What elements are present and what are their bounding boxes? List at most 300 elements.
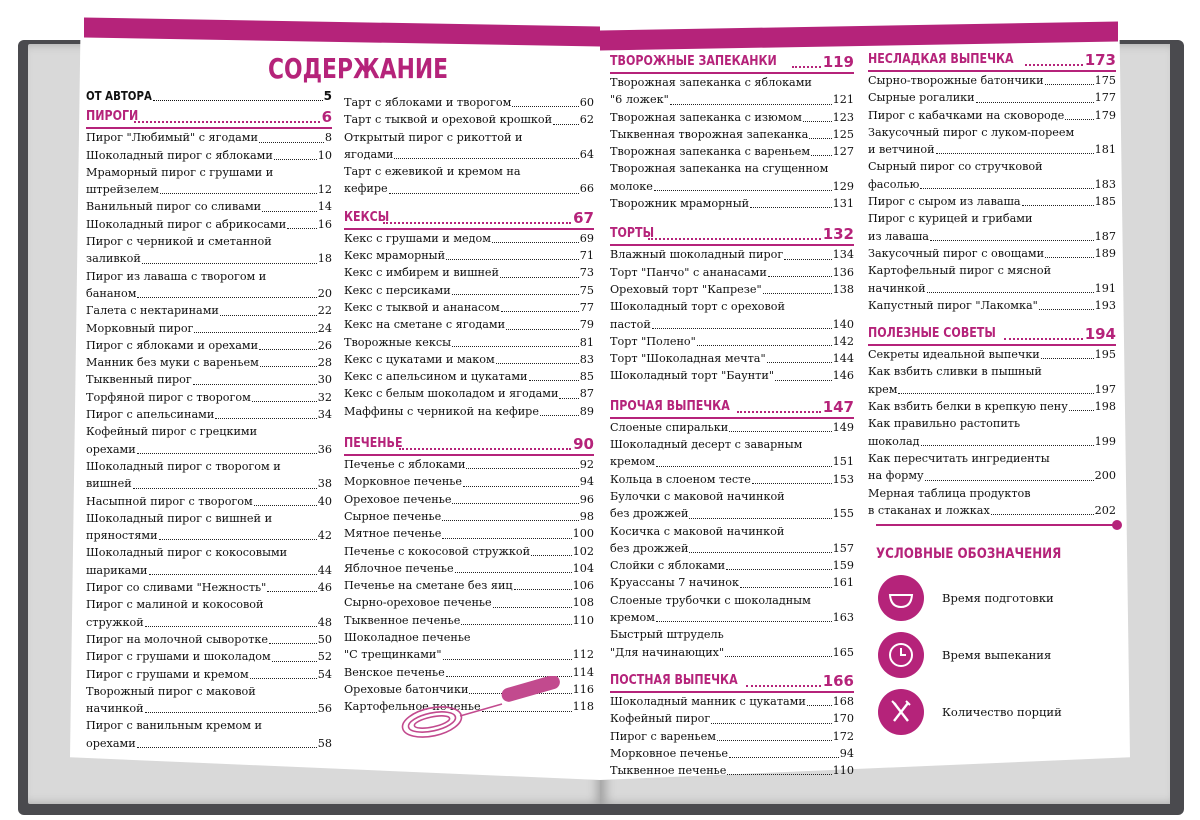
toc-entry-title: кремом bbox=[610, 611, 655, 625]
toc-entry[interactable] bbox=[86, 129, 332, 146]
toc-entry-page: 94 bbox=[839, 746, 854, 760]
dot-leader bbox=[768, 276, 832, 277]
toc-entry-title: Творожные кексы bbox=[344, 335, 451, 349]
toc-entry-page: 92 bbox=[579, 458, 594, 472]
dot-leader bbox=[389, 193, 579, 194]
toc-entry[interactable] bbox=[868, 297, 1116, 314]
toc-entry[interactable] bbox=[610, 488, 854, 523]
toc-entry-title: шариками bbox=[86, 563, 148, 577]
toc-entry-page: 73 bbox=[579, 266, 594, 280]
toc-entry-title: из лаваша bbox=[868, 229, 929, 243]
toc-entry[interactable] bbox=[610, 74, 854, 109]
toc-entry-page: 48 bbox=[317, 615, 332, 629]
toc-entry-title: Влажный шоколадный пирог bbox=[610, 248, 784, 262]
toc-entry-title: ягодами bbox=[344, 147, 394, 161]
dot-leader bbox=[269, 643, 317, 644]
toc-entry-title: Ореховый торт "Капрезе" bbox=[610, 282, 762, 296]
toc-entry-title: Шоколадный пирог с яблоками bbox=[86, 148, 273, 162]
toc-entry-title: Тыквенная творожная запеканка bbox=[610, 127, 809, 141]
toc-entry[interactable] bbox=[868, 89, 1116, 106]
section-pirogi[interactable]: ПИРОГИ 6 bbox=[86, 107, 332, 129]
author-label: ОТ АВТОРА bbox=[86, 89, 152, 103]
toc-entry-page: 77 bbox=[579, 300, 594, 314]
dot-leader bbox=[1039, 309, 1094, 310]
toc-entry[interactable] bbox=[868, 398, 1116, 415]
toc-entry-title: Закусочный пирог с овощами bbox=[868, 246, 1045, 260]
toc-entry-page: 75 bbox=[579, 283, 594, 297]
toc-entry[interactable] bbox=[86, 268, 332, 303]
dot-leader bbox=[506, 329, 579, 330]
toc-entry[interactable] bbox=[86, 579, 332, 596]
toc-entry-title: на форму bbox=[868, 469, 924, 483]
toc-entry[interactable] bbox=[344, 351, 594, 368]
toc-entry-title: "Для начинающих" bbox=[610, 645, 725, 659]
toc-entry[interactable] bbox=[344, 543, 594, 560]
toc-entry-title: орехами bbox=[86, 442, 136, 456]
toc-entry[interactable] bbox=[86, 337, 332, 354]
toc-entry[interactable] bbox=[610, 143, 854, 160]
toc-entry-title: Венское печенье bbox=[344, 665, 445, 679]
toc-entry-title: штрейзелем bbox=[86, 183, 159, 197]
dot-leader bbox=[775, 380, 832, 381]
toc-entry-title-line: Мерная таблица продуктов bbox=[868, 486, 1031, 500]
toc-entry[interactable] bbox=[610, 745, 854, 762]
toc-entry-page: 155 bbox=[832, 507, 854, 521]
toc-entry-title: Яблочное печенье bbox=[344, 561, 454, 575]
toc-entry-title-line: Творожный пирог с маковой bbox=[86, 684, 256, 698]
toc-entry-title: Галета с нектаринами bbox=[86, 304, 219, 318]
dot-leader bbox=[137, 453, 317, 454]
toc-entry-page: 89 bbox=[579, 404, 594, 418]
toc-entry-page: 149 bbox=[832, 420, 854, 434]
author-entry[interactable] bbox=[86, 88, 332, 105]
toc-entry[interactable] bbox=[86, 423, 332, 458]
toc-entry[interactable] bbox=[344, 129, 594, 164]
dot-leader bbox=[452, 294, 579, 295]
toc-entry-title: Печенье на сметане без яиц bbox=[344, 579, 513, 593]
toc-entry[interactable] bbox=[344, 111, 594, 128]
dot-leader bbox=[145, 626, 317, 627]
toc-entry-title: Кекс с имбирем и вишней bbox=[344, 266, 500, 280]
toc-entry-page: 54 bbox=[317, 667, 332, 681]
toc-entry[interactable] bbox=[610, 246, 854, 263]
toc-entry[interactable] bbox=[868, 415, 1116, 450]
toc-entry[interactable] bbox=[86, 631, 332, 648]
whisk-icon bbox=[392, 676, 572, 746]
toc-entry[interactable] bbox=[610, 436, 854, 471]
toc-entry[interactable] bbox=[610, 523, 854, 558]
toc-entry-page: 32 bbox=[317, 390, 332, 404]
toc-entry-title: Кофейный пирог bbox=[610, 712, 711, 726]
toc-entry[interactable] bbox=[610, 626, 854, 661]
toc-entry[interactable] bbox=[344, 282, 594, 299]
toc-entry[interactable] bbox=[86, 666, 332, 683]
legend-serv bbox=[878, 689, 1062, 735]
toc-entry-title: Шоколадный торт "Баунти" bbox=[610, 369, 774, 383]
toc-entry-title-line: Шоколадный торт с ореховой bbox=[610, 300, 785, 314]
toc-entry[interactable] bbox=[344, 594, 594, 611]
dot-leader bbox=[540, 415, 579, 416]
toc-entry[interactable] bbox=[86, 458, 332, 493]
section-torty[interactable]: ТОРТЫ 132 bbox=[610, 224, 854, 246]
toc-entry[interactable] bbox=[344, 577, 594, 594]
section-prochaya[interactable]: ПРОЧАЯ ВЫПЕЧКА 147 bbox=[610, 397, 854, 419]
dot-leader bbox=[740, 587, 832, 588]
toc-entry[interactable] bbox=[868, 363, 1116, 398]
toc-entry-page: 168 bbox=[832, 694, 854, 708]
dot-leader bbox=[752, 483, 832, 484]
toc-entry[interactable] bbox=[868, 245, 1116, 262]
toc-entry-page: 177 bbox=[1094, 91, 1116, 105]
toc-entry[interactable] bbox=[344, 316, 594, 333]
toc-entry-page: 94 bbox=[579, 475, 594, 489]
toc-column-2 bbox=[344, 94, 594, 716]
toc-entry-title: начинкой bbox=[868, 281, 926, 295]
toc-entry-page: 58 bbox=[317, 736, 332, 750]
toc-entry-title: Кекс с апельсином и цукатами bbox=[344, 370, 528, 384]
toc-entry-page: 30 bbox=[317, 373, 332, 387]
toc-entry[interactable] bbox=[610, 574, 854, 591]
toc-entry-page: 116 bbox=[572, 682, 594, 696]
toc-entry-title-line: Творожная запеканка с яблоками bbox=[610, 76, 812, 89]
toc-entry-page: 195 bbox=[1094, 348, 1116, 362]
toc-entry-page: 85 bbox=[579, 370, 594, 384]
toc-entry[interactable] bbox=[868, 346, 1116, 363]
dot-leader bbox=[394, 158, 578, 159]
toc-entry-page: 144 bbox=[832, 352, 854, 366]
toc-entry-page: 153 bbox=[832, 472, 854, 486]
dot-leader bbox=[1065, 119, 1093, 120]
toc-entry-title: крем bbox=[868, 382, 898, 396]
section-postnaya[interactable]: ПОСТНАЯ ВЫПЕЧКА 166 bbox=[610, 671, 854, 693]
dot-leader bbox=[1045, 84, 1094, 85]
dot-leader bbox=[501, 311, 579, 312]
toc-entry[interactable] bbox=[610, 419, 854, 436]
toc-entry[interactable] bbox=[344, 629, 594, 664]
toc-entry-title: начинкой bbox=[86, 702, 144, 716]
toc-entry-page: 121 bbox=[832, 93, 854, 107]
dot-leader bbox=[267, 591, 316, 592]
toc-entry-title-line: Как взбить сливки в пышный bbox=[868, 365, 1042, 379]
toc-entry-page: 151 bbox=[832, 455, 854, 469]
toc-entry[interactable] bbox=[344, 299, 594, 316]
toc-entry[interactable] bbox=[610, 762, 854, 779]
toc-entry-page: 189 bbox=[1094, 246, 1116, 260]
toc-entry[interactable] bbox=[86, 510, 332, 545]
toc-entry[interactable] bbox=[344, 403, 594, 420]
toc-entry[interactable] bbox=[344, 612, 594, 629]
toc-entry[interactable] bbox=[868, 450, 1116, 485]
toc-entry-title-line: Шоколадный пирог с кокосовыми bbox=[86, 546, 288, 560]
toc-entry[interactable] bbox=[86, 164, 332, 199]
toc-entry[interactable] bbox=[868, 72, 1116, 89]
toc-entry-page: 71 bbox=[579, 249, 594, 263]
dot-leader bbox=[717, 740, 832, 741]
toc-entry-title-line: Быстрый штрудель bbox=[610, 628, 724, 642]
toc-entry-title: Тыквенное печенье bbox=[344, 613, 461, 627]
dot-leader bbox=[656, 621, 832, 622]
toc-entry-title: Тыквенное печенье bbox=[610, 764, 727, 778]
toc-entry[interactable] bbox=[86, 371, 332, 388]
toc-entry[interactable] bbox=[344, 163, 594, 198]
legend-divider-dot bbox=[1112, 520, 1122, 530]
toc-entry[interactable] bbox=[868, 485, 1116, 520]
toc-entry-page: 96 bbox=[579, 492, 594, 506]
legend-bake-label: Время выпекания bbox=[942, 648, 1052, 662]
toc-entry-page: 14 bbox=[317, 200, 332, 214]
toc-entry-title-line: Шоколадный пирог с творогом и bbox=[86, 459, 281, 473]
dot-leader bbox=[137, 747, 317, 748]
dot-leader bbox=[514, 589, 572, 590]
toc-entry-title: Пирог "Любимый" с ягодами bbox=[86, 131, 258, 145]
page-title: СОДЕРЖАНИЕ bbox=[268, 52, 449, 85]
toc-entry[interactable] bbox=[86, 596, 332, 631]
dot-leader bbox=[652, 328, 832, 329]
section-pechene[interactable]: ПЕЧЕНЬЕ 90 bbox=[344, 434, 594, 456]
dot-leader bbox=[809, 138, 831, 139]
toc-entry[interactable] bbox=[344, 508, 594, 525]
toc-entry[interactable] bbox=[86, 320, 332, 337]
toc-entry[interactable] bbox=[868, 262, 1116, 297]
toc-entry[interactable] bbox=[610, 109, 854, 126]
toc-entry[interactable] bbox=[86, 406, 332, 423]
dot-leader bbox=[689, 518, 831, 519]
toc-entry-title: Сырное печенье bbox=[344, 509, 442, 523]
toc-entry-page: 200 bbox=[1094, 469, 1116, 483]
dot-leader bbox=[811, 155, 832, 156]
toc-entry-title: Шоколадный пирог с абрикосами bbox=[86, 217, 287, 231]
dot-leader bbox=[803, 121, 832, 122]
toc-entry-title-line: Шоколадное печенье bbox=[344, 631, 471, 645]
toc-entry-page: 110 bbox=[572, 613, 594, 627]
toc-entry[interactable] bbox=[86, 493, 332, 510]
dot-leader bbox=[726, 569, 831, 570]
toc-entry[interactable] bbox=[86, 544, 332, 579]
toc-entry[interactable] bbox=[344, 525, 594, 542]
toc-entry[interactable] bbox=[86, 198, 332, 215]
toc-entry[interactable] bbox=[86, 216, 332, 233]
toc-entry[interactable] bbox=[610, 350, 854, 367]
toc-entry[interactable] bbox=[86, 302, 332, 319]
toc-entry-title-line: Творожная запеканка на сгущенном bbox=[610, 162, 829, 176]
dot-leader bbox=[262, 211, 317, 212]
dot-leader bbox=[492, 242, 579, 243]
toc-entry[interactable] bbox=[610, 710, 854, 727]
toc-entry-page: 79 bbox=[579, 318, 594, 332]
toc-entry[interactable] bbox=[610, 160, 854, 195]
toc-entry-title: Мятное печенье bbox=[344, 527, 442, 541]
toc-entry-title: Картофельное печенье bbox=[344, 700, 481, 714]
toc-entry-title: Кекс с грушами и медом bbox=[344, 231, 491, 245]
toc-entry[interactable] bbox=[610, 264, 854, 281]
toc-entry-title-line: Слоеные трубочки с шоколадным bbox=[610, 593, 811, 607]
toc-entry-title: кремом bbox=[610, 455, 655, 469]
dot-leader bbox=[287, 228, 317, 229]
dot-leader bbox=[260, 366, 317, 367]
toc-entry[interactable] bbox=[610, 298, 854, 333]
toc-entry-page: 157 bbox=[832, 541, 854, 555]
dot-leader bbox=[725, 656, 832, 657]
toc-entry[interactable] bbox=[344, 334, 594, 351]
toc-entry-title-line: Пирог с курицей и грибами bbox=[868, 212, 1033, 226]
toc-entry-title: молоке bbox=[610, 179, 653, 193]
toc-entry-page: 198 bbox=[1094, 400, 1116, 414]
dot-leader bbox=[193, 384, 317, 385]
toc-entry-title: стружкой bbox=[86, 615, 144, 629]
legend-bake bbox=[878, 632, 1051, 678]
toc-entry-page: 20 bbox=[317, 286, 332, 300]
toc-entry-page: 175 bbox=[1094, 74, 1116, 87]
toc-entry-page: 83 bbox=[579, 352, 594, 366]
toc-entry[interactable] bbox=[86, 389, 332, 406]
dot-leader bbox=[159, 539, 317, 540]
toc-entry-title: Пирог с грушами и кремом bbox=[86, 667, 249, 681]
toc-entry-title: Кекс с тыквой и ананасом bbox=[344, 300, 500, 314]
toc-entry[interactable] bbox=[344, 264, 594, 281]
toc-entry[interactable] bbox=[868, 107, 1116, 124]
toc-entry-page: 142 bbox=[832, 334, 854, 348]
toc-entry-title: Пирог с апельсинами bbox=[86, 408, 215, 422]
dot-leader bbox=[137, 297, 316, 298]
toc-entry-title-line: Тарт с ежевикой и кремом на bbox=[344, 165, 521, 179]
section-keksy[interactable]: КЕКСЫ 67 bbox=[344, 208, 594, 230]
toc-entry-title-line: Сырный пирог со стручковой bbox=[868, 160, 1043, 174]
toc-entry-title: шоколад bbox=[868, 434, 920, 448]
toc-entry[interactable] bbox=[610, 471, 854, 488]
toc-entry-title: Круассаны 7 начинок bbox=[610, 576, 740, 590]
dot-leader bbox=[259, 142, 324, 143]
toc-entry-title-line: Пирог с малиной и кокосовой bbox=[86, 598, 264, 612]
toc-entry[interactable] bbox=[86, 233, 332, 268]
toc-entry[interactable] bbox=[344, 491, 594, 508]
section-tvorozhnye[interactable]: ТВОРОЖНЫЕ ЗАПЕКАНКИ 119 bbox=[610, 52, 854, 74]
toc-entry[interactable] bbox=[344, 473, 594, 490]
dot-leader bbox=[991, 514, 1094, 515]
toc-entry-page: 104 bbox=[572, 561, 594, 575]
section-nesladkaya[interactable]: НЕСЛАДКАЯ ВЫПЕЧКА 173 bbox=[868, 50, 1116, 72]
toc-entry[interactable] bbox=[610, 281, 854, 298]
toc-entry-title: Пирог с вареньем bbox=[610, 729, 716, 743]
toc-entry[interactable] bbox=[610, 557, 854, 574]
toc-entry-page: 134 bbox=[832, 248, 854, 262]
toc-entry[interactable] bbox=[344, 560, 594, 577]
legend-title: УСЛОВНЫЕ ОБОЗНАЧЕНИЯ bbox=[876, 546, 1062, 562]
dot-leader bbox=[452, 346, 579, 347]
toc-entry-title: Торфяной пирог с творогом bbox=[86, 390, 251, 404]
toc-entry[interactable] bbox=[86, 147, 332, 164]
toc-entry-page: 36 bbox=[317, 442, 332, 456]
dot-leader bbox=[259, 349, 317, 350]
dot-leader bbox=[711, 723, 831, 724]
dot-leader bbox=[274, 159, 317, 160]
toc-entry[interactable] bbox=[610, 367, 854, 384]
toc-entry-title: Ореховое печенье bbox=[344, 492, 452, 506]
toc-entry[interactable] bbox=[86, 648, 332, 665]
dot-leader bbox=[254, 505, 317, 506]
toc-entry-title: Пирог с яблоками и орехами bbox=[86, 338, 259, 352]
toc-entry-page: 129 bbox=[832, 179, 854, 193]
toc-entry-page: 26 bbox=[317, 338, 332, 352]
toc-entry-title: Пирог с сыром из лаваша bbox=[868, 195, 1021, 209]
toc-entry-title: Кекс с персиками bbox=[344, 283, 451, 297]
dot-leader bbox=[784, 259, 831, 260]
toc-entry-page: 140 bbox=[832, 317, 854, 331]
section-sovety[interactable]: ПОЛЕЗНЫЕ СОВЕТЫ 194 bbox=[868, 324, 1116, 346]
toc-entry-title: вишней bbox=[86, 477, 132, 491]
toc-entry-title: Пирог с грушами и шоколадом bbox=[86, 650, 271, 664]
toc-entry[interactable] bbox=[610, 195, 854, 212]
toc-entry[interactable] bbox=[610, 728, 854, 745]
toc-entry-page: 18 bbox=[317, 252, 332, 266]
dot-leader bbox=[446, 259, 579, 260]
toc-entry-page: 50 bbox=[317, 632, 332, 646]
toc-entry[interactable] bbox=[344, 368, 594, 385]
dot-leader bbox=[220, 315, 317, 316]
dot-leader bbox=[463, 486, 579, 487]
toc-entry[interactable] bbox=[868, 210, 1116, 245]
dot-leader bbox=[1022, 205, 1094, 206]
toc-entry-title: Тыквенный пирог bbox=[86, 373, 192, 387]
toc-entry[interactable] bbox=[344, 230, 594, 247]
toc-entry-page: 199 bbox=[1094, 434, 1116, 448]
toc-entry-title-line: Картофельный пирог с мясной bbox=[868, 264, 1052, 278]
toc-entry-title: и ветчиной bbox=[868, 143, 935, 157]
toc-entry-title: Как взбить белки в крепкую пену bbox=[868, 400, 1068, 414]
toc-entry[interactable] bbox=[344, 94, 594, 111]
toc-entry-title-line: Шоколадный десерт с заварным bbox=[610, 438, 803, 452]
toc-entry-page: 112 bbox=[572, 648, 594, 662]
toc-entry-page: 191 bbox=[1094, 281, 1116, 295]
toc-entry-title-line: Закусочный пирог с луком-пореем bbox=[868, 125, 1075, 139]
toc-entry-page: 10 bbox=[317, 148, 332, 162]
toc-entry[interactable] bbox=[344, 385, 594, 402]
dot-leader bbox=[920, 188, 1093, 189]
toc-entry-title: Торт "Полено" bbox=[610, 334, 696, 348]
dot-leader bbox=[1041, 358, 1094, 359]
toc-entry-title: Печенье с яблоками bbox=[344, 458, 466, 472]
toc-entry-title: Пирог со сливами "Нежность" bbox=[86, 581, 267, 595]
toc-entry-page: 81 bbox=[579, 335, 594, 349]
toc-entry[interactable] bbox=[86, 717, 332, 752]
dot-leader bbox=[697, 345, 832, 346]
clock-icon bbox=[878, 632, 924, 678]
dot-leader bbox=[1045, 257, 1094, 258]
toc-entry-page: 8 bbox=[324, 131, 332, 145]
toc-entry-title: Манник без муки с вареньем bbox=[86, 356, 259, 370]
toc-entry[interactable] bbox=[344, 247, 594, 264]
toc-entry[interactable] bbox=[610, 592, 854, 627]
toc-entry[interactable] bbox=[86, 683, 332, 718]
toc-entry[interactable] bbox=[868, 158, 1116, 193]
toc-entry-title: Секреты идеальной выпечки bbox=[868, 348, 1040, 362]
toc-entry[interactable] bbox=[610, 333, 854, 350]
toc-entry[interactable] bbox=[868, 193, 1116, 210]
toc-entry-page: 98 bbox=[579, 509, 594, 523]
dot-leader bbox=[553, 124, 579, 125]
toc-entry-page: 202 bbox=[1094, 503, 1116, 517]
dot-leader bbox=[461, 624, 571, 625]
toc-entry-title: "С трещинками" bbox=[344, 648, 442, 662]
toc-entry[interactable] bbox=[610, 126, 854, 143]
toc-entry[interactable] bbox=[86, 354, 332, 371]
toc-entry-page: 165 bbox=[832, 645, 854, 659]
dot-leader bbox=[727, 774, 831, 775]
toc-entry[interactable] bbox=[868, 124, 1116, 159]
toc-entry[interactable] bbox=[610, 693, 854, 710]
dot-leader bbox=[512, 106, 578, 107]
toc-entry-page: 40 bbox=[317, 494, 332, 508]
toc-entry[interactable] bbox=[344, 456, 594, 473]
